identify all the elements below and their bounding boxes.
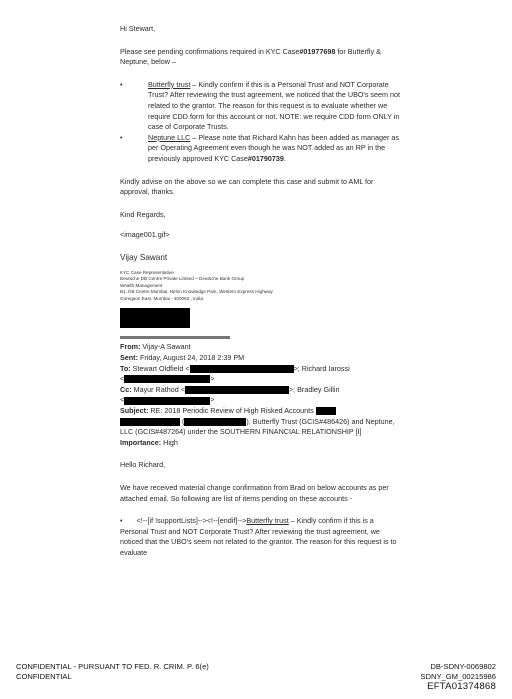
cc-line: Cc: Mayur Rathod < >; Bradley Gillin: [120, 384, 340, 394]
redaction-block: [124, 375, 210, 383]
subject-line: Subject: RE: 2018 Periodic Review of High Risked Accounts ( ), Butterfly Trust (GCIS#486426) and Neptune, LLC (GCIS#487264) under the SOUTHERN FINANCIAL RELATIONSHIP [I]: [120, 406, 395, 437]
email-body: [120, 24, 402, 559]
redaction-block: [120, 308, 190, 328]
bullet-icon: •: [120, 516, 123, 526]
case-number: #01977698: [299, 46, 336, 56]
advise-paragraph: Kindly advise on the above so we can complete this case and submit to AML for approval, thanks.: [120, 176, 374, 197]
bullet-icon: •: [120, 79, 123, 89]
from-line: From: Vijay-A Sawant: [120, 342, 191, 352]
bates-numbers: DB-SDNY-0069802 SDNY_GM_00215986 EFTA01374868: [420, 662, 496, 692]
signature-line: B1, DB Centre Mumbai, Nirlon Knowledge Park, Western Express Highway: [120, 289, 273, 295]
signature-line: Goregaon East, Mumbai - 400063 , India: [120, 295, 203, 301]
signature-name: Vijay Sawant: [120, 252, 168, 262]
to-line-cont: < >: [120, 374, 215, 384]
importance-line: Importance: High: [120, 437, 178, 447]
signature-line: Wealth Management: [120, 282, 163, 288]
butterfly-trust-label: Butterfly trust: [246, 516, 289, 526]
list-item: • Butterfly trust – Kindly confirm if this is a Personal Trust and NOT Corporate Trust? After reviewing the trust agreement, we noticed that the UBO's seem not related to the grantor. The reason for this request is to evaluate whether we require CDD form for this account or not. NOTE: we require CDD form ONLY in case of Corporate Trusts.: [120, 79, 400, 132]
cc-line-cont: < >: [120, 395, 215, 405]
efta-number: EFTA01374868: [427, 681, 496, 692]
image-placeholder: <image001.gif>: [120, 230, 170, 240]
signature-line: Deutsche DB Centre Private Limited ~ Deutsche Bank Group: [120, 276, 245, 282]
sent-line: Sent: Friday, August 24, 2018 2:39 PM: [120, 353, 245, 363]
intro-paragraph: Please see pending confirmations required in KYC Case#01977698 for Butterfly & Neptune, below –: [120, 46, 381, 67]
neptune-llc-label: Neptune LLC: [148, 132, 191, 142]
butterfly-trust-label: Butterfly trust: [148, 79, 191, 89]
redaction-block: [185, 386, 289, 394]
redaction-block: [120, 418, 180, 426]
body-paragraph: We have received material change confirmation from Brad on below accounts as per attached email. So following are list of items pending on these accounts -: [120, 483, 389, 503]
redaction-block: [124, 397, 210, 405]
separator-line: [120, 336, 230, 339]
closing: Kind Regards,: [120, 209, 166, 219]
bullet-icon: •: [120, 132, 123, 142]
list-item: • Neptune LLC – Please note that Richard Kahn has been added as manager as per Operating Agreement even though he was NOT added as an RP in the previously approved KYC Case#01790739.: [120, 132, 399, 163]
list-item: • <!--[if !supportLists]--><!--[endif]-->Butterfly trust – Kindly confirm if this is a Personal Trust and NOT Corporate Trust? After reviewing the trust agreement, we noticed that the UBO's seem not related to the grantor. The reason for this request is to evaluate: [120, 516, 397, 557]
redaction-block: [190, 365, 294, 373]
redaction-block: [184, 418, 246, 426]
redaction-block: [316, 407, 336, 415]
case-number: #01790739: [247, 153, 284, 163]
greeting: Hi Stewart,: [120, 24, 156, 33]
to-line: To: Stewart Oldfield < >; Richard Iarossi: [120, 363, 350, 373]
signature-line: KYC Case Representative: [120, 269, 174, 275]
signature-block: [120, 270, 402, 303]
confidentiality-footer: CONFIDENTIAL - PURSUANT TO FED. R. CRIM. P. 6(e) CONFIDENTIAL: [16, 662, 209, 681]
greeting: Hello Richard,: [120, 460, 166, 470]
